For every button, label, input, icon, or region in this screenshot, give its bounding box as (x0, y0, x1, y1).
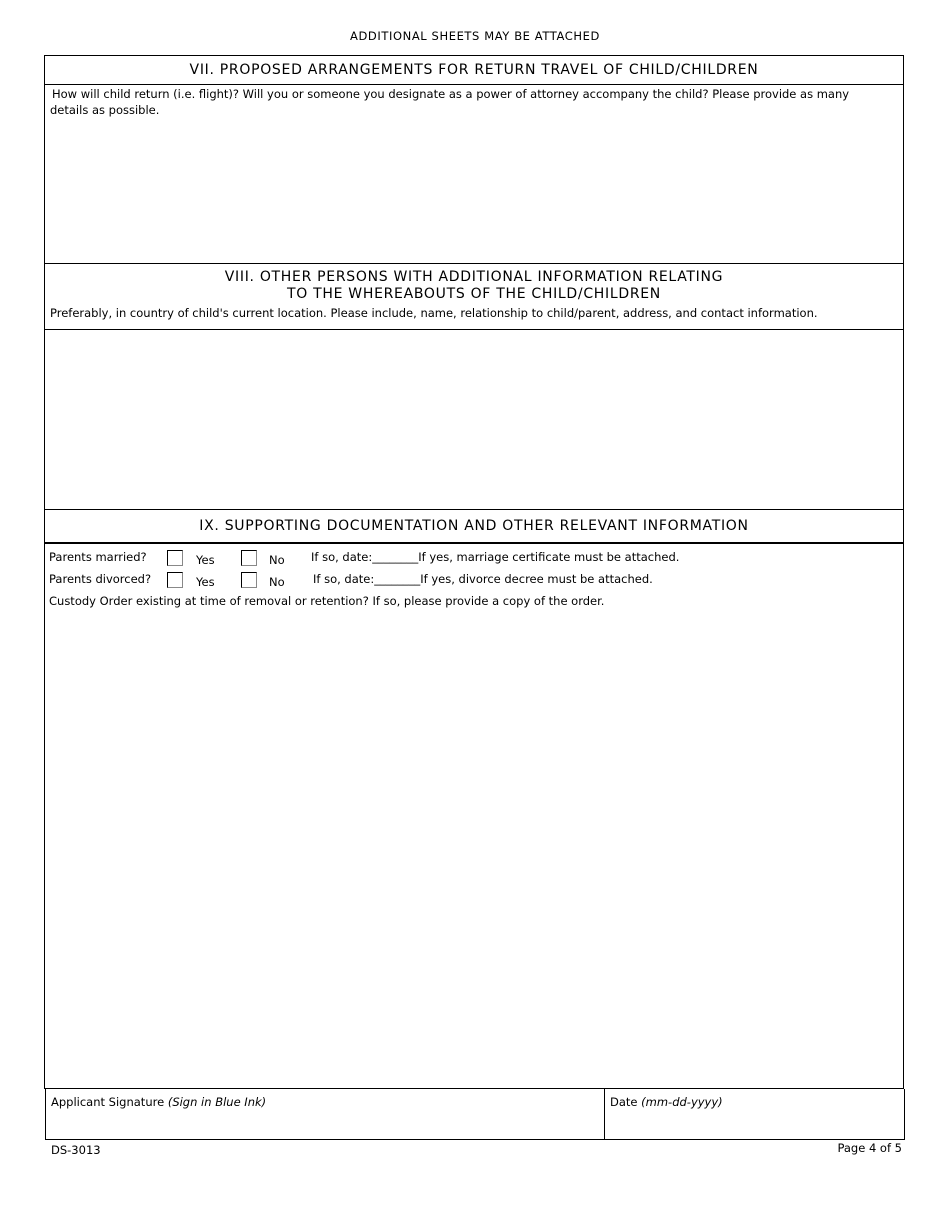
date-hint: (mm-dd-yyyy) (641, 1095, 723, 1109)
divorced-yes-label: Yes (196, 575, 215, 589)
divider (45, 329, 903, 330)
married-no-checkbox[interactable] (241, 550, 257, 566)
divorced-note: If so, date:________If yes, divorce decree must be attached. (313, 572, 653, 586)
form-body (44, 55, 904, 1089)
applicant-signature-label (51, 1095, 266, 1109)
form-number: DS-3013 (51, 1143, 101, 1157)
section-7-title: VII. PROPOSED ARRANGEMENTS FOR RETURN TRAVEL OF CHILD/CHILDREN (189, 62, 759, 78)
date-label (610, 1095, 723, 1109)
applicant-signature-hint: (Sign in Blue Ink) (167, 1095, 267, 1109)
page-number: Page 4 of 5 (837, 1141, 902, 1155)
married-no-label: No (269, 553, 285, 567)
return-travel-textarea[interactable] (47, 120, 901, 262)
married-yes-checkbox[interactable] (167, 550, 183, 566)
section-8-title-line1: VIII. OTHER PERSONS WITH ADDITIONAL INFORMATION RELATING (224, 269, 724, 285)
applicant-signature-text: Applicant Signature (51, 1095, 168, 1109)
section-8-instruction: Preferably, in country of child's current location. Please include, name, relationship to child/parent, address, and contact information. (50, 306, 818, 320)
supporting-documentation-textarea[interactable] (47, 612, 901, 1086)
additional-sheets-note: ADDITIONAL SHEETS MAY BE ATTACHED (349, 29, 600, 43)
other-persons-textarea[interactable] (47, 332, 901, 508)
date-text: Date (610, 1095, 642, 1109)
divider (45, 542, 903, 544)
divorced-yes-checkbox[interactable] (167, 572, 183, 588)
signature-box (45, 1089, 905, 1140)
section-8-title-line2: TO THE WHEREABOUTS OF THE CHILD/CHILDREN (287, 286, 661, 302)
married-yes-label: Yes (196, 553, 215, 567)
married-note: If so, date:________If yes, marriage certificate must be attached. (311, 550, 680, 564)
parents-married-label: Parents married? (49, 550, 147, 564)
custody-order-label: Custody Order existing at time of removal or retention? If so, please provide a copy of the order. (49, 594, 605, 608)
divorced-no-checkbox[interactable] (241, 572, 257, 588)
divider (45, 263, 903, 264)
divorced-no-label: No (269, 575, 285, 589)
section-7-instruction: How will child return (i.e. flight)? Will you or someone you designate as a power of attorney accompany the child? Please provide as many details as possible. (50, 87, 850, 117)
parents-divorced-label: Parents divorced? (49, 572, 152, 586)
divider (45, 509, 903, 510)
divider (45, 84, 903, 85)
section-9-title: IX. SUPPORTING DOCUMENTATION AND OTHER RELEVANT INFORMATION (199, 518, 749, 534)
